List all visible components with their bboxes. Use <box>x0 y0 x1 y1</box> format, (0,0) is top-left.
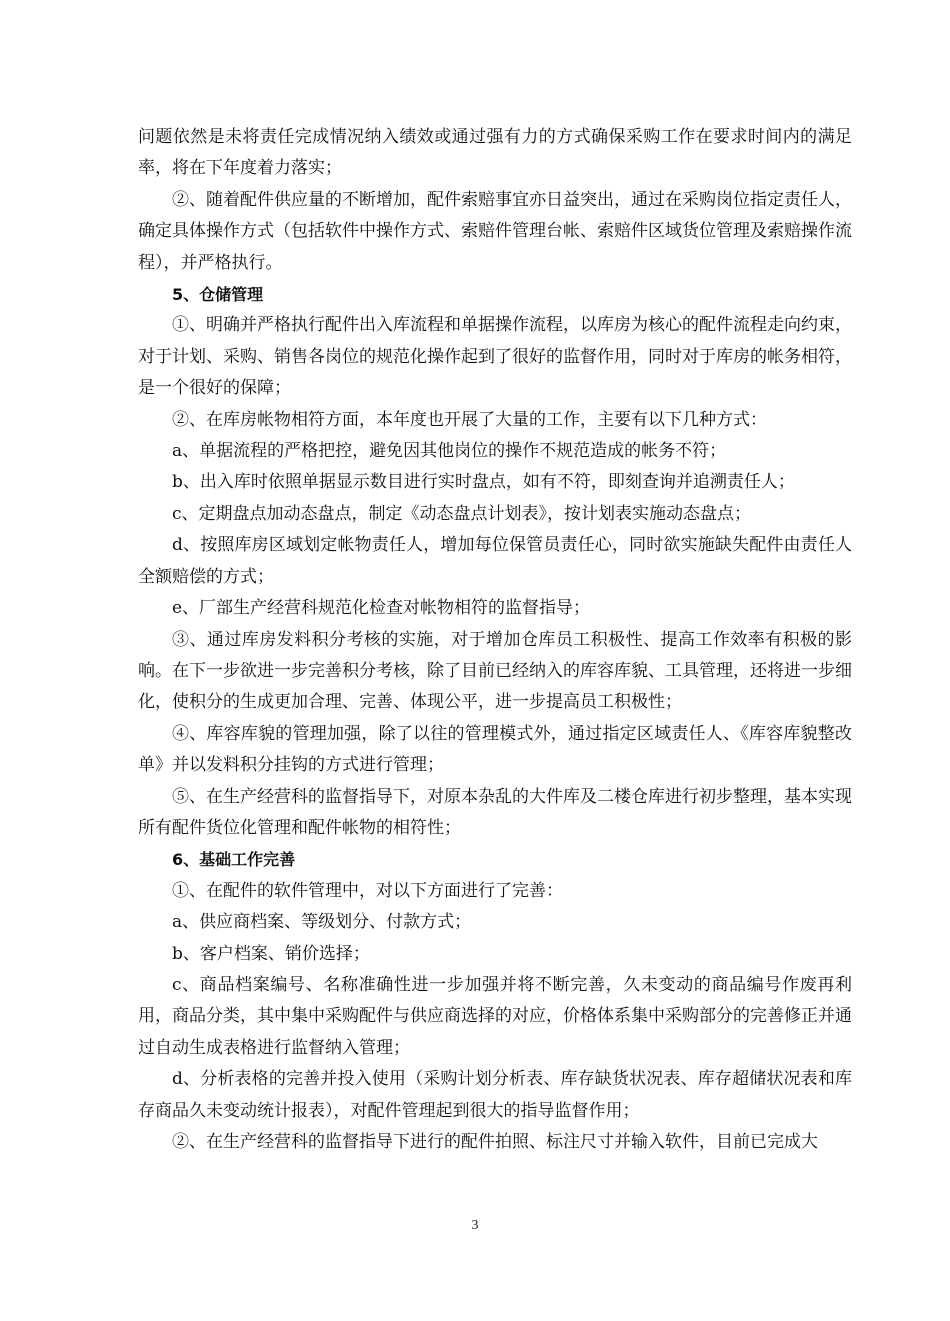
list-item: a、供应商档案、等级划分、付款方式； <box>172 912 472 933</box>
paragraph: ④、库容库貌的管理加强，除了以往的管理模式外，通过指定区域责任人、《库容库貌整改单》并以发料积分挂钩的方式进行管理； <box>138 723 852 776</box>
section-heading: 5、仓储管理 <box>172 285 264 305</box>
paragraph: ①、在配件的软件管理中，对以下方面进行了完善： <box>172 880 563 901</box>
list-item: b、出入库时依照单据显示数目进行实时盘点，如有不符，即刻查询并追溯责任人； <box>172 472 795 493</box>
list-item: d、按照库房区域划定帐物责任人，增加每位保管员责任心，同时欲实施缺失配件由责任人全额赔偿的方式； <box>138 535 852 587</box>
paragraph: ③、通过库房发料积分考核的实施，对于增加仓库员工积极性、提高工作效率有积极的影响。在下一步欲进一步完善积分考核，除了目前已经纳入的库容库貌、工具管理，还将进一步细化，使积分的生成更加合理、完善、体现公平，进一步提高员工积极性； <box>138 629 852 713</box>
paragraph: ②、随着配件供应量的不断增加，配件索赔事宜亦日益突出，通过在采购岗位指定责任人，确定具体操作方式（包括软件中操作方式、索赔件管理台帐、索赔件区域货位管理及索赔操作流程），并严格执行。 <box>138 189 852 273</box>
list-item: c、定期盘点加动态盘点，制定《动态盘点计划表》，按计划表实施动态盘点； <box>172 503 752 524</box>
page-number: 3 <box>471 1218 479 1233</box>
paragraph: ②、在库房帐物相符方面，本年度也开展了大量的工作，主要有以下几种方式： <box>172 409 767 430</box>
section-heading: 6、基础工作完善 <box>172 850 296 870</box>
list-item: c、商品档案编号、名称准确性进一步加强并将不断完善，久未变动的商品编号作废再利用，商品分类，其中集中采购配件与供应商选择的对应，价格体系集中采购部分的完善修正并通过自动生成表格进行监督纳入管理； <box>138 974 852 1058</box>
list-item: b、客户档案、销价选择； <box>172 943 370 964</box>
paragraph: 问题依然是未将责任完成情况纳入绩效或通过强有力的方式确保采购工作在要求时间内的满足率，将在下年度着力落实； <box>138 127 852 179</box>
paragraph: ②、在生产经营科的监督指导下进行的配件拍照、标注尺寸并输入软件，目前已完成大 <box>172 1132 818 1152</box>
document-body <box>138 122 852 1158</box>
paragraph: ①、明确并严格执行配件出入库流程和单据操作流程，以库房为核心的配件流程走向约束，对于计划、采购、销售各岗位的规范化操作起到了很好的监督作用，同时对于库房的帐务相符，是一个很好的保障； <box>138 315 852 399</box>
list-item: d、分析表格的完善并投入使用（采购计划分析表、库存缺货状况表、库存超储状况表和库存商品久未变动统计报表），对配件管理起到很大的指导监督作用； <box>138 1069 852 1121</box>
paragraph: ⑤、在生产经营科的监督指导下，对原本杂乱的大件库及二楼仓库进行初步整理，基本实现所有配件货位化管理和配件帐物的相符性； <box>138 786 852 838</box>
list-item: e、厂部生产经营科规范化检查对帐物相符的监督指导； <box>172 598 591 619</box>
list-item: a、单据流程的严格把控，避免因其他岗位的操作不规范造成的帐务不符； <box>172 441 727 462</box>
